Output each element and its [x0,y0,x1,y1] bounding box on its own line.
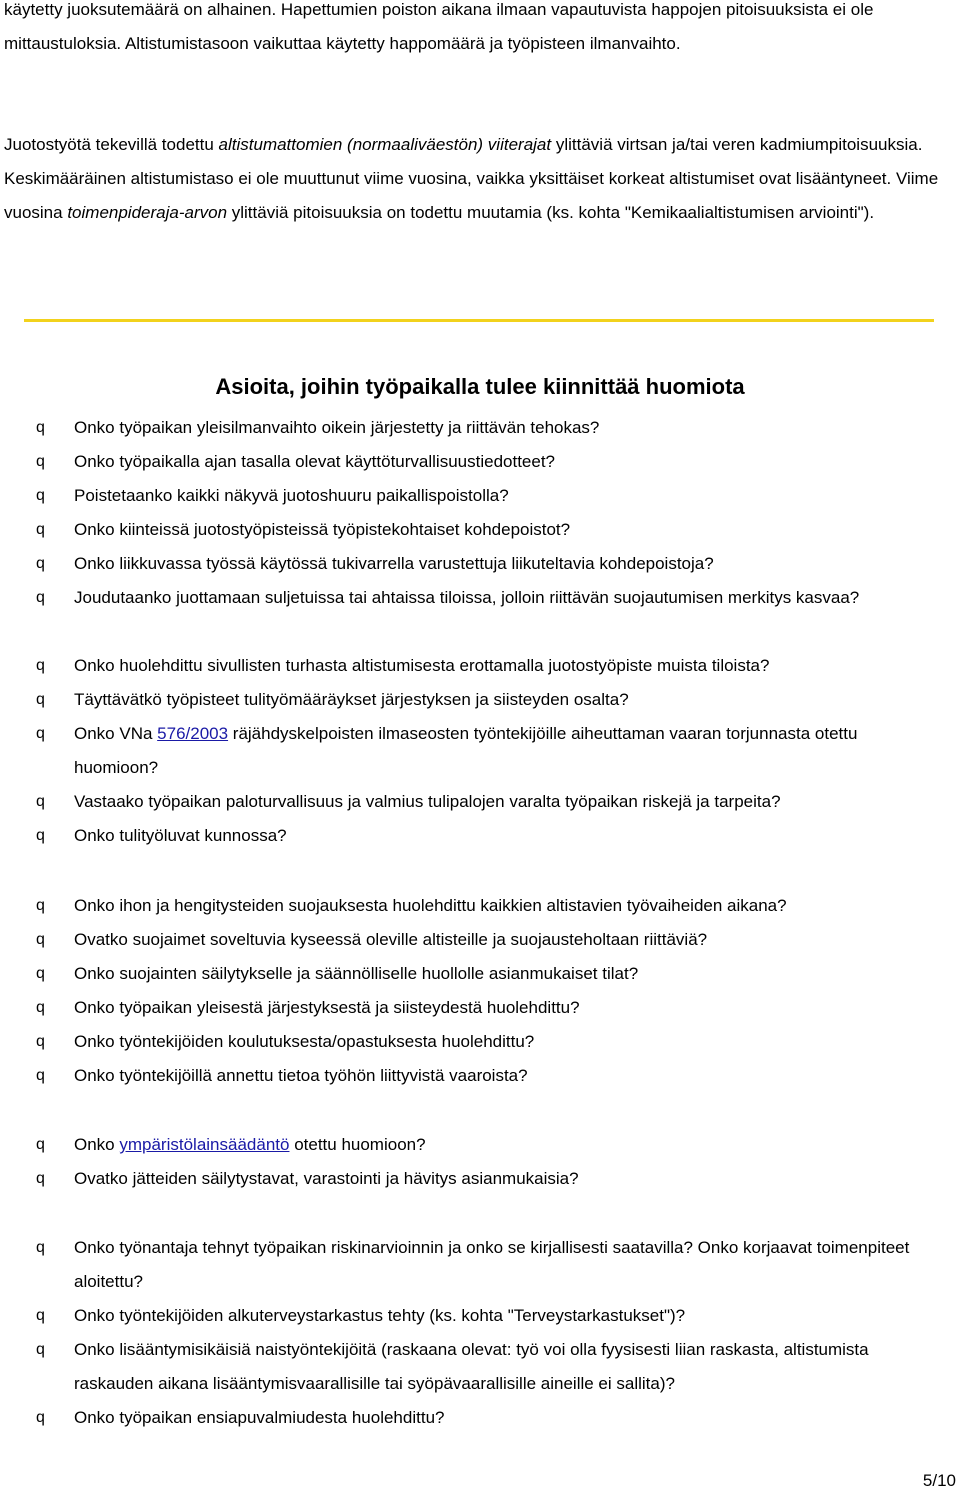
checkbox-bullet-icon: q [36,793,45,810]
checkbox-bullet-icon: q [36,999,45,1016]
checkbox-bullet-icon: q [36,1409,45,1426]
section-heading: Asioita, joihin työpaikalla tulee kiinnittää huomiota [215,374,745,399]
checklist-item-text-after: otettu huomioon? [289,1135,426,1154]
checklist-item-text: Onko työpaikan ensiapuvalmiudesta huolehdittu? [74,1408,445,1427]
checklist-item-text: Ovatko jätteiden säilytystavat, varastointi ja hävitys asianmukaisia? [74,1169,579,1188]
checkbox-bullet-icon: q [36,691,45,708]
checklist-item-text: Onko työnantaja tehnyt työpaikan riskinarvioinnin ja onko se kirjallisesti saatavilla? Onko korjaavat toimenpiteet aloitettu? [74,1238,910,1291]
checkbox-bullet-icon: q [36,1307,45,1324]
checklist-item-text: Ovatko suojaimet soveltuvia kyseessä oleville altisteille ja suojausteholtaan riittäviä? [74,930,708,949]
checkbox-bullet-icon: q [36,1239,45,1256]
checkbox-bullet-icon: q [36,657,45,674]
checklist-item-text: Täyttävätkö työpisteet tulityömääräykset järjestyksen ja siisteyden osalta? [74,690,629,709]
intro-paragraph: käytetty juoksutemäärä on alhainen. Hapettumien poiston aikana ilmaan vapautuvista happojen pitoisuuksista ei ole mittaustuloksia. Altistumistasoon vaikuttaa käytetty happomäärä ja työpisteen ilmanvaihto. [4,0,874,53]
checkbox-bullet-icon: q [36,453,45,470]
kadmium-text-b: ylittäviä virtsan ja/tai veren kadmiumpitoisuuksia. Keskimääräinen altistumistaso ei ole muuttunut viime vuosina, vaikka yksittäiset korkeat altistumiset ovat lisääntyneet. Viime vuosina [4,135,939,222]
checkbox-bullet-icon: q [36,1067,45,1084]
checklist-item-text: Onko tulityöluvat kunnossa? [74,826,287,845]
checklist-item-text-before: Onko VNa [74,724,158,743]
checklist-item-text: Onko työntekijöillä annettu tietoa työhön liittyvistä vaaroista? [74,1066,528,1085]
checkbox-bullet-icon: q [36,555,45,572]
checklist-item-text: Onko liikkuvassa työssä käytössä tukivarrella varustettuja liikuteltavia kohdepoistoja? [74,554,714,573]
checkbox-bullet-icon: q [36,897,45,914]
checklist-item-text: Onko suojainten säilytykselle ja säännölliselle huollolle asianmukaiset tilat? [74,964,639,983]
checkbox-bullet-icon: q [36,1170,45,1187]
checkbox-bullet-icon: q [36,487,45,504]
kadmium-text-a: Juotostyötä tekevillä todettu [4,135,219,154]
checklist-item-text: Vastaako työpaikan paloturvallisuus ja valmius tulipalojen varalta työpaikan riskejä ja tarpeita? [74,792,781,811]
checkbox-bullet-icon: q [36,827,45,844]
checklist-item-text: Poistetaanko kaikki näkyvä juotoshuuru paikallispoistolla? [74,486,509,505]
checklist-item-text: Onko huolehdittu sivullisten turhasta altistumisesta erottamalla juotostyöpiste muista tiloista? [74,656,770,675]
checklist-item-text: Joudutaanko juottamaan suljetuissa tai ahtaissa tiloissa, jolloin riittävän suojautumisen merkitys kasvaa? [74,588,860,607]
kadmium-emphasis-viiterajat: altistumattomien (normaaliväestön) viiterajat [218,135,552,154]
checklist-item-text [74,1128,940,1162]
checklist-item-text-after: räjähdyskelpoisten ilmaseosten työntekijöille aiheuttaman vaaran torjunnasta otettu huomioon? [74,724,858,777]
checklist-item-text: Onko ihon ja hengitysteiden suojauksesta huolehdittu kaikkien altistavien työvaiheiden aikana? [74,896,787,915]
checkbox-bullet-icon: q [36,931,45,948]
checklist-item-text: Onko työntekijöiden alkuterveystarkastus tehty (ks. kohta "Terveystarkastukset")? [74,1306,686,1325]
page-number: 5/10 [922,1471,956,1490]
checkbox-bullet-icon: q [36,965,45,982]
checkbox-bullet-icon: q [36,521,45,538]
section-divider [24,319,934,322]
vna-576-2003-link[interactable]: 576/2003 [157,724,229,743]
checkbox-bullet-icon: q [36,1033,45,1050]
checklist-item-text: Onko työpaikan yleisestä järjestyksestä ja siisteydestä huolehdittu? [74,998,580,1017]
kadmium-paragraph [4,128,939,230]
kadmium-text-c: ylittäviä pitoisuuksia on todettu muutamia (ks. kohta "Kemikaalialtistumisen arviointi"). [227,203,875,222]
checkbox-bullet-icon: q [36,419,45,436]
ymparistolainsaadanto-link[interactable]: ympäristölainsäädäntö [119,1135,290,1154]
checkbox-bullet-icon: q [36,725,45,742]
checkbox-bullet-icon: q [36,589,45,606]
checklist-item-text: Onko työntekijöiden koulutuksesta/opastuksesta huolehdittu? [74,1032,535,1051]
checklist-item-text [74,717,940,785]
kadmium-emphasis-toimenpideraja: toimenpideraja-arvon [67,203,228,222]
checklist-item-text: Onko työpaikan yleisilmanvaihto oikein järjestetty ja riittävän tehokas? [74,418,600,437]
checklist-item-text: Onko työpaikalla ajan tasalla olevat käyttöturvallisuustiedotteet? [74,452,556,471]
checkbox-bullet-icon: q [36,1136,45,1153]
checkbox-bullet-icon: q [36,1341,45,1358]
checklist-item-text: Onko kiinteissä juotostyöpisteissä työpistekohtaiset kohdepoistot? [74,520,571,539]
checklist-item-text-before: Onko [74,1135,120,1154]
checklist-item-text: Onko lisääntymisikäisiä naistyöntekijöitä (raskaana olevat: työ voi olla fyysisesti liian raskasta, altistumista raskauden aikana lisääntymisvaarallisille tai syöpävaarallisille aineille ei sallita)? [74,1340,869,1393]
